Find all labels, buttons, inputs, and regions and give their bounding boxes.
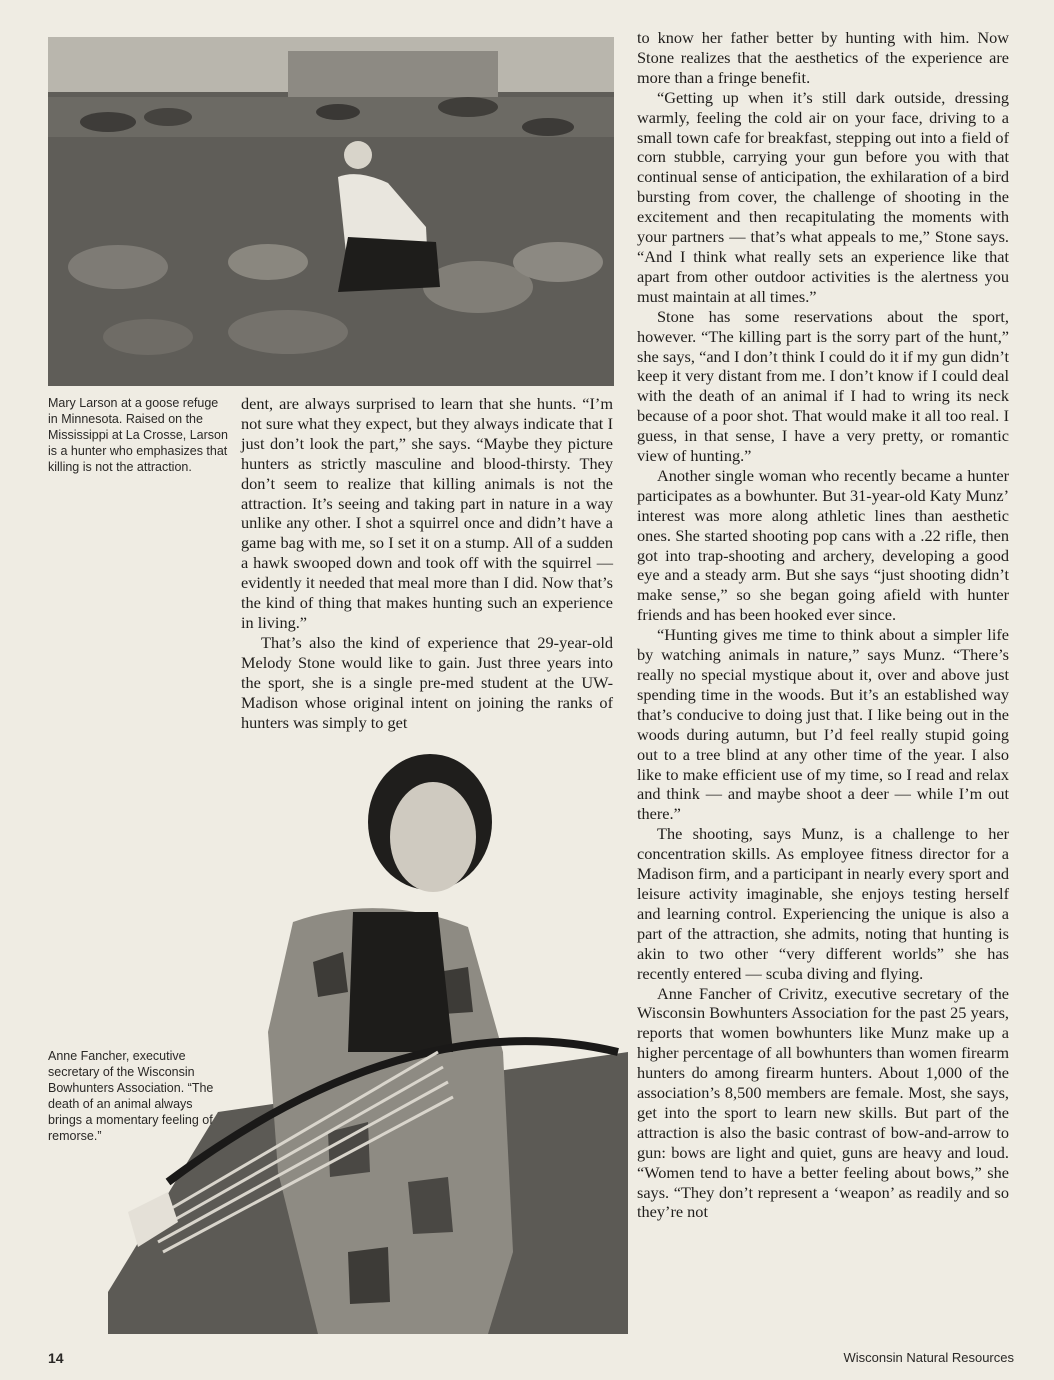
article-paragraph: dent, are always surprised to learn that she hunts. “I’m not sure what they expect, but they always indicate that I just don’t look the part,” she says. “Maybe they picture hunters as strictly masculine and blood-thirsty. They don’t seem to realize that killing animals is not the attraction. It’s seeing and taking part in nature in a way unlike any other. I shot a squirrel once and didn’t have a game bag with me, so I set it on a stump. All of a sudden a hawk swooped down and took off with the squirrel — evidently it needed that meal more than I did. Now that’s the kind of thing that makes hunting such an experience in living.” bbox=[241, 394, 613, 632]
article-paragraph: Stone has some reservations about the sport, however. “The killing part is the sorry part of the hunt,” she says, “and I don’t think I could do it if my gun didn’t keep it very distant from me. I don’t know if I could deal with the death of an animal if I had to wring its neck because of a poor shot. That would make it all too real. I guess, in that sense, I have a very pretty, or romantic view of hunting.” bbox=[637, 306, 1009, 466]
goose-refuge-photo-image bbox=[48, 37, 614, 386]
article-paragraph: Another single woman who recently became a hunter participates as a bowhunter. But 31-year-old Katy Munz’ interest was more along athletic lines than aesthetic ones. She started shooting pop cans with a .22 rifle, then got into trap-shooting and archery, developing a good eye and a steady arm. But she says “just shooting didn’t make sense,” so she began going afield with hunter friends and has been hooked ever since. bbox=[637, 465, 1009, 625]
bowhunter-photo bbox=[108, 752, 628, 1334]
photo-caption-fancher: Anne Fancher, executive secretary of the Wisconsin Bowhunters Association. “The death of an animal always brings a momentary feeling of remorse.” bbox=[48, 1049, 214, 1143]
publication-name: Wisconsin Natural Resources bbox=[843, 1350, 1014, 1365]
goose-refuge-photo bbox=[48, 37, 614, 386]
page-number: 14 bbox=[48, 1350, 64, 1366]
article-paragraph: That’s also the kind of experience that 29-year-old Melody Stone would like to gain. Just three years into the sport, she is a single pre-med student at the UW-Madison whose original intent on joining the ranks of hunters was simply to get bbox=[241, 632, 613, 732]
article-column-middle bbox=[241, 394, 613, 732]
article-paragraph: Anne Fancher of Crivitz, executive secretary of the Wisconsin Bowhunters Association for the past 25 years, reports that women bowhunters like Munz make up a higher percentage of all bowhunters than women firearm hunters do among firearm hunters. About 1,000 of the association’s 8,500 members are female. Most, she says, get into the sport to learn new skills. But part of the attraction is also the basic contrast of bow-and-arrow to gun: bows are light and quiet, guns are heavy and loud. “Women tend to have a better feeling about bows,” she says. “They don’t represent a ‘weapon’ as readily and so they’re not bbox=[637, 983, 1009, 1222]
article-paragraph: The shooting, says Munz, is a challenge to her concentration skills. As employee fitness director for a Madison firm, and a participant in nearly every sport and leisure activity imaginable, she enjoys testing herself and learning control. Experiencing the unique is also a part of the attraction, she admits, noting that hunting is akin to two other “very different worlds” she has recently entered — scuba diving and flying. bbox=[637, 824, 1009, 983]
article-column-right bbox=[637, 28, 1009, 1222]
photo-caption-larson: Mary Larson at a goose refuge in Minnesota. Raised on the Mississippi at La Crosse, Larson is a hunter who emphasizes that killing is not the attraction. bbox=[48, 396, 228, 474]
article-paragraph: “Getting up when it’s still dark outside, dressing warmly, feeling the cold air on your face, driving to a small town cafe for breakfast, stepping out into a field of corn stubble, carrying your gun before you with that continual sense of anticipation, the exhilaration of a bird bursting from cover, the challenge of shooting in the excitement and then recapitulating the moments with your partners — that’s what appeals to me,” Stone says. “And I think what really sets an experience like that apart from other outdoor activities is the alertness you must maintain at all times.” bbox=[637, 87, 1009, 306]
bowhunter-photo-image bbox=[108, 752, 628, 1334]
article-paragraph: to know her father better by hunting with him. Now Stone realizes that the aesthetics of the experience are more than a fringe benefit. bbox=[637, 28, 1009, 87]
article-paragraph: “Hunting gives me time to think about a simpler life by watching animals in nature,” says Munz. “There’s really no special mystique about it, over and above just spending time in the woods. But it’s an established way that’s conducive to doing just that. I like being out in the woods during autumn, but I’d feel really stupid going out to a tree blind at any other time of the year. I also like to make efficient use of my time, so I read and relax and think — and maybe shoot a deer — while I’m out there.” bbox=[637, 625, 1009, 824]
